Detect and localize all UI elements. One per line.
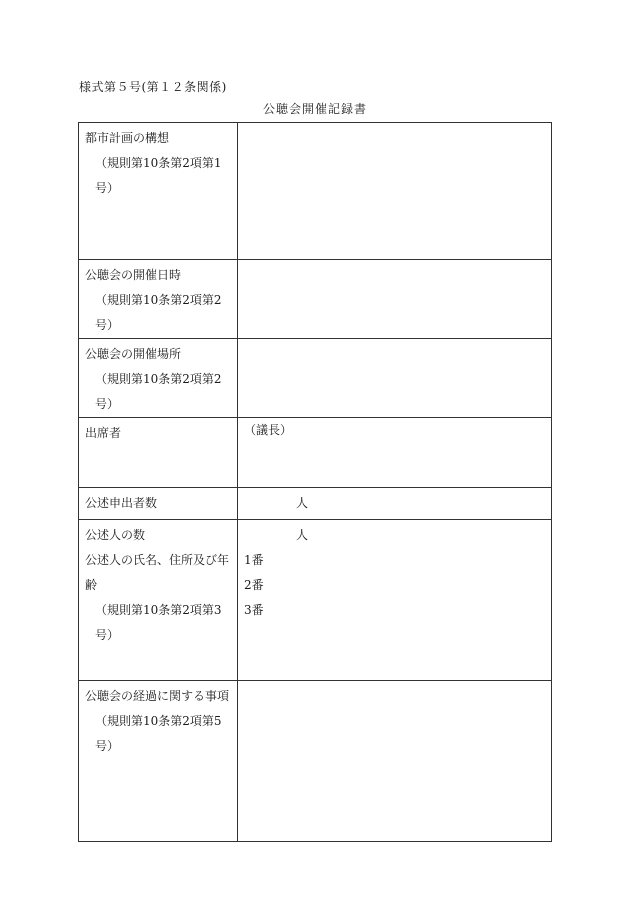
speaker-slot: 3番 [244, 603, 264, 617]
row-label: 公述申出者数 [85, 496, 158, 510]
proceedings-field[interactable] [238, 681, 552, 842]
attendees-field[interactable] [238, 418, 552, 488]
record-form-table [78, 122, 552, 842]
table-row [79, 123, 552, 260]
rule-reference: （規則第10条第2項第1号） [95, 156, 222, 195]
table-row [79, 488, 552, 520]
row-label: 公聴会の経過に関する事項 [85, 689, 230, 703]
table-row [79, 681, 552, 842]
label-cell [79, 123, 238, 260]
venue-field[interactable] [238, 339, 552, 418]
rule-reference: （規則第10条第2項第3号） [95, 603, 222, 642]
applicant-count-field[interactable] [238, 488, 552, 520]
rule-reference: （規則第10条第2項第2号） [95, 293, 222, 332]
table-row [79, 418, 552, 488]
unit-label: 人 [296, 496, 309, 510]
row-label: 公述人の数 [85, 528, 146, 542]
label-cell [79, 260, 238, 339]
plan-concept-field[interactable] [238, 123, 552, 260]
unit-label: 人 [296, 528, 309, 542]
speaker-slot: 1番 [244, 553, 264, 567]
chair-label: （議長） [244, 423, 293, 437]
rule-reference: （規則第10条第2項第2号） [95, 372, 222, 411]
table-row [79, 260, 552, 339]
rule-reference: （規則第10条第2項第5号） [95, 714, 222, 753]
row-label: 出席者 [85, 426, 122, 440]
row-label: 公述人の氏名、住所及び年齢 [85, 553, 230, 592]
row-label: 都市計画の構想 [85, 131, 170, 145]
row-label: 公聴会の開催場所 [85, 347, 182, 361]
label-cell [79, 520, 238, 681]
label-cell [79, 418, 238, 488]
label-cell [79, 681, 238, 842]
table-row [79, 339, 552, 418]
date-time-field[interactable] [238, 260, 552, 339]
speakers-field[interactable] [238, 520, 552, 681]
speaker-slot: 2番 [244, 578, 264, 592]
form-number: 様式第５号(第１２条関係) [79, 80, 227, 94]
table-row [79, 520, 552, 681]
label-cell [79, 488, 238, 520]
label-cell [79, 339, 238, 418]
row-label: 公聴会の開催日時 [85, 268, 182, 282]
document-title: 公聴会開催記録書 [262, 102, 367, 116]
